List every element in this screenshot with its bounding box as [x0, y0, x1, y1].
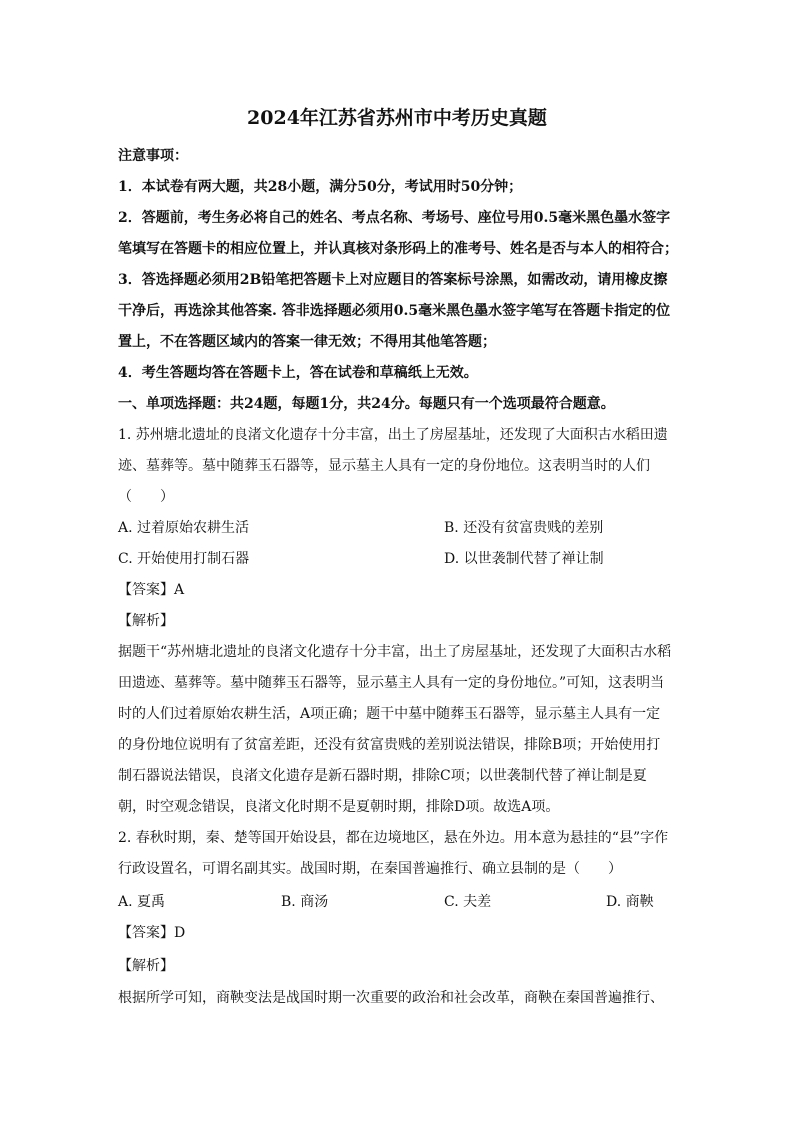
analysis-text: 时的人们过着原始农耕生活，A项正确；题干中墓中随葬玉石器等，显示墓主人具有一定: [118, 706, 661, 722]
notice-line: 1．本试卷有两大题，共28小题，满分50分，考试用时50分钟；: [118, 179, 523, 195]
notice-line: 笔填写在答题卡的相应位置上，并认真核对条形码上的准考号、姓名是否与本人的相符合；: [118, 241, 678, 257]
option-a: A. 过着原始农耕生活: [118, 520, 250, 536]
option-d: D. 商鞅: [606, 894, 654, 910]
analysis-label: 【解析】: [118, 613, 174, 629]
question-stem: 行政设置名，可谓名副其实。战国时期，在秦国普遍推行、确立县制的是（ ）: [118, 861, 622, 877]
analysis-text: 根据所学可知，商鞅变法是战国时期一次重要的政治和社会改革，商鞅在秦国普遍推行、: [118, 990, 664, 1006]
notice-line: 干净后，再选涂其他答案. 答非选择题必须用0.5毫米黑色墨水签字笔写在答题卡指定的位: [118, 303, 671, 319]
notice-line: 3．答选择题必须用2B铅笔把答题卡上对应题目的答案标号涂黑，如需改动，请用橡皮擦: [118, 272, 668, 288]
analysis-text: 制石器说法错误，良渚文化遗存是新石器时期，排除C项；以世袭制代替了禅让制是夏: [118, 768, 647, 784]
notice-line: 4．考生答题均答在答题卡上，答在试卷和草稿纸上无效。: [118, 365, 478, 381]
option-b: B. 还没有贫富贵贱的差别: [444, 520, 604, 536]
question-stem: 迹、墓葬等。墓中随葬玉石器等，显示墓主人具有一定的身份地位。这表明当时的人们: [118, 458, 650, 474]
page-title: 2024年江苏省苏州市中考历史真题: [247, 107, 547, 129]
analysis-text: 的身份地位说明有了贫富差距，还没有贫富贵贱的差别说法错误，排除B项；开始使用打: [118, 737, 661, 753]
analysis-label: 【解析】: [118, 958, 174, 974]
answer-label: 【答案】A: [118, 582, 185, 598]
option-c: C. 夫差: [444, 894, 492, 910]
notice-heading: 注意事项：: [118, 148, 188, 164]
answer-label: 【答案】D: [118, 925, 186, 941]
option-a: A. 夏禹: [118, 894, 166, 910]
analysis-text: 朝，时空观念错误，良渚文化时期不是夏朝时期，排除D项。故选A项。: [118, 799, 560, 815]
question-stem: 2. 春秋时期，秦、楚等国开始设县，都在边境地区，悬在外边。用本意为悬挂的“县”字作: [118, 830, 669, 846]
question-stem: （ ）: [118, 489, 174, 505]
option-d: D. 以世袭制代替了禅让制: [444, 551, 604, 567]
analysis-text: 据题干“苏州塘北遗址的良渚文化遗存十分丰富，出土了房屋基址，还发现了大面积古水稻: [118, 644, 672, 660]
analysis-text: 田遗迹、墓葬等。墓中随葬玉石器等，显示墓主人具有一定的身份地位。”可知，这表明当: [118, 675, 665, 691]
question-stem: 1. 苏州塘北遗址的良渚文化遗存十分丰富，出土了房屋基址，还发现了大面积古水稻田遗: [118, 427, 668, 443]
section-heading: 一、单项选择题：共24题，每题1分，共24分。每题只有一个选项最符合题意。: [118, 396, 615, 412]
option-b: B. 商汤: [281, 894, 329, 910]
notice-line: 置上，不在答题区域内的答案一律无效；不得用其他笔答题；: [118, 334, 496, 350]
notice-line: 2．答题前，考生务必将自己的姓名、考点名称、考场号、座位号用0.5毫米黑色墨水签字: [118, 210, 671, 226]
option-c: C. 开始使用打制石器: [118, 551, 250, 567]
